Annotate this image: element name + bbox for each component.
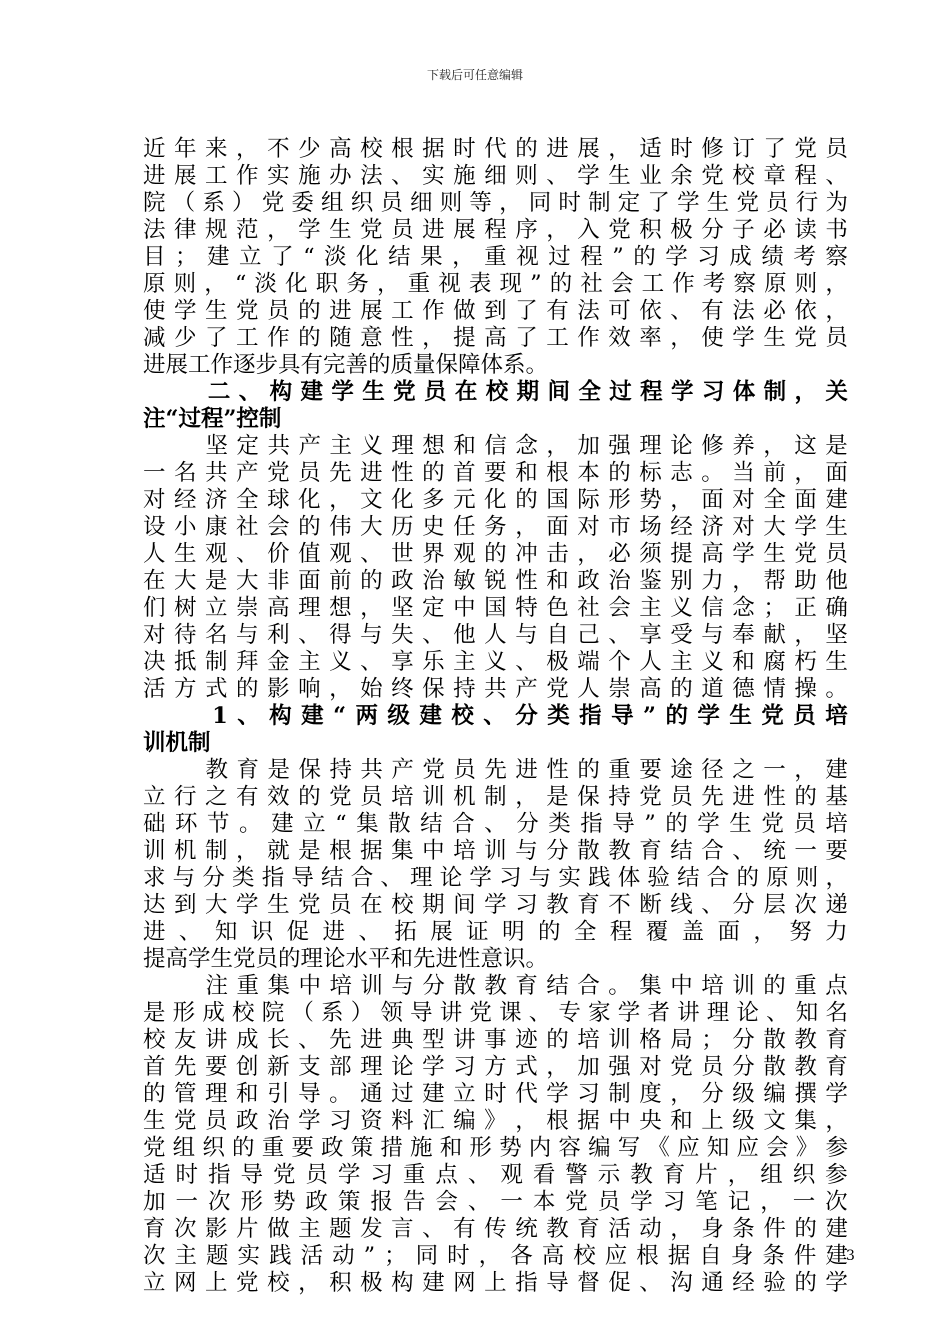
paragraph-line: 求 与 分 类 指 导 结 合 、 理 论 学 习 与 实 践 体 验 结 合 的 原 则 ， [143, 865, 848, 891]
paragraph-line: 加 一 次 形 势 政 策 报 告 会 、 一 本 党 员 学 习 笔 记 ， 一 次 [143, 1189, 848, 1215]
paragraph-line: 进展工作逐步具有完善的质量保障体系。 [143, 352, 549, 378]
paragraph-line: 生 党 员 政 治 学 习 资 料 汇 编 》 ， 根 据 中 央 和 上 级 文 集 ， [143, 1108, 848, 1134]
paragraph-line: 立 网 上 党 校 ， 积 极 构 建 网 上 指 导 督 促 、 沟 通 经 验 的 学 [143, 1270, 848, 1296]
paragraph-line: 础 环 节 。 建 立 “ 集 散 结 合 、 分 类 指 导 ” 的 学 生 党 员 培 [143, 811, 848, 837]
paragraph-line: 提高学生党员的理论水平和先进性意识。 [143, 946, 549, 972]
paragraph-line: 坚 定 共 产 主 义 理 想 和 信 念 ， 加 强 理 论 修 养 ， 这 是 [205, 433, 848, 459]
paragraph-line: 校 友 讲 成 长 、 先 进 典 型 讲 事 迹 的 培 训 格 局 ； 分 散 教 育 [143, 1027, 848, 1053]
page-number: 3 [846, 1248, 855, 1264]
paragraph-line: 目 ； 建 立 了 “ 淡 化 结 果 ， 重 视 过 程 ” 的 学 习 成 绩 考 察 [143, 244, 848, 270]
paragraph-line: 设 小 康 社 会 的 伟 大 历 史 任 务 ， 面 对 市 场 经 济 对 大 学 生 [143, 514, 848, 540]
paragraph-line: 教 育 是 保 持 共 产 党 员 先 进 性 的 重 要 途 径 之 一 ， 建 [205, 757, 848, 783]
paragraph-line: 决 抵 制 拜 金 主 义 、 享 乐 主 义 、 极 端 个 人 主 义 和 腐 朽 生 [143, 649, 848, 675]
paragraph-line: 的 管 理 和 引 导 。 通 过 建 立 时 代 学 习 制 度 ， 分 级 编 撰 学 [143, 1081, 848, 1107]
paragraph-line: 次 主 题 实 践 活 动 ” ； 同 时 ， 各 高 校 应 根 据 自 身 条 件 建 [143, 1243, 848, 1269]
section-heading-line: 注“过程”控制 [143, 406, 282, 432]
paragraph-line: 适 时 指 导 党 员 学 习 重 点 、 观 看 警 示 教 育 片 ， 组 织 参 [143, 1162, 848, 1188]
paragraph-line: 进 展 工 作 实 施 办 法 、 实 施 细 则 、 学 生 业 余 党 校 章 程 、 [143, 163, 848, 189]
document-body [143, 136, 848, 1297]
paragraph-line: 育 次 影 片 做 主 题 发 言 、 有 传 统 教 育 活 动 ， 身 条 件 的 建 [143, 1216, 848, 1242]
paragraph-line: 注 重 集 中 培 训 与 分 散 教 育 结 合 。 集 中 培 训 的 重 点 [205, 973, 848, 999]
paragraph-line: 活 方 式 的 影 响 ， 始 终 保 持 共 产 党 人 崇 高 的 道 德 情 操 。 [143, 676, 848, 702]
paragraph-line: 院 （ 系 ） 党 委 组 织 员 细 则 等 ， 同 时 制 定 了 学 生 党 员 行 为 [143, 190, 848, 216]
paragraph-line: 人 生 观 、 价 值 观 、 世 界 观 的 冲 击 ， 必 须 提 高 学 生 党 员 [143, 541, 848, 567]
paragraph-line: 训 机 制 ， 就 是 根 据 集 中 培 训 与 分 散 教 育 结 合 、 统 一 要 [143, 838, 848, 864]
page-header: 下载后可任意编辑 [426, 68, 523, 82]
paragraph-line: 党 组 织 的 重 要 政 策 措 施 和 形 势 内 容 编 写 《 应 知 应 会 》 参 [143, 1135, 848, 1161]
paragraph-line: 原 则 ， “ 淡 化 职 务 ， 重 视 表 现 ” 的 社 会 工 作 考 察 原 则 ， [143, 271, 848, 297]
section-heading-line: 二 、 构 建 学 生 党 员 在 校 期 间 全 过 程 学 习 体 制 ， 关 [207, 379, 848, 405]
paragraph-line: 对 待 名 与 利 、 得 与 失 、 他 人 与 自 己 、 享 受 与 奉 献 ， 坚 [143, 622, 848, 648]
paragraph-line: 一 名 共 产 党 员 先 进 性 的 首 要 和 根 本 的 标 志 。 当 前 ， 面 [143, 460, 848, 486]
paragraph-line: 使 学 生 党 员 的 进 展 工 作 做 到 了 有 法 可 依 、 有 法 必 依 ， [143, 298, 848, 324]
paragraph-line: 是 形 成 校 院 （ 系 ） 领 导 讲 党 课 、 专 家 学 者 讲 理 论 、 知 名 [143, 1000, 848, 1026]
paragraph-line: 在 大 是 大 非 面 前 的 政 治 敏 锐 性 和 政 治 鉴 别 力 ， 帮 助 他 [143, 568, 848, 594]
paragraph-line: 近 年 来 ， 不 少 高 校 根 据 时 代 的 进 展 ， 适 时 修 订 了 党 员 [143, 136, 848, 162]
paragraph-line: 进 、 知 识 促 进 、 拓 展 证 明 的 全 程 覆 盖 面 ， 努 力 [143, 919, 848, 945]
paragraph-line: 减 少 了 工 作 的 随 意 性 ， 提 高 了 工 作 效 率 ， 使 学 生 党 员 [143, 325, 848, 351]
paragraph-line: 们 树 立 崇 高 理 想 ， 坚 定 中 国 特 色 社 会 主 义 信 念 ； 正 确 [143, 595, 848, 621]
paragraph-line: 首 先 要 创 新 支 部 理 论 学 习 方 式 ， 加 强 对 党 员 分 散 教 育 [143, 1054, 848, 1080]
paragraph-line: 立 行 之 有 效 的 党 员 培 训 机 制 ， 是 保 持 党 员 先 进 性 的 基 [143, 784, 848, 810]
section-heading-line: 1 、 构 建 “ 两 级 建 校 、 分 类 指 导 ” 的 学 生 党 员 培 [212, 703, 848, 729]
section-heading-line: 训机制 [143, 730, 211, 756]
paragraph-line: 达 到 大 学 生 党 员 在 校 期 间 学 习 教 育 不 断 线 、 分 层 次 递 [143, 892, 848, 918]
paragraph-line: 法 律 规 范 ， 学 生 党 员 进 展 程 序 ， 入 党 积 极 分 子 必 读 书 [143, 217, 848, 243]
paragraph-line: 对 经 济 全 球 化 ， 文 化 多 元 化 的 国 际 形 势 ， 面 对 全 面 建 [143, 487, 848, 513]
